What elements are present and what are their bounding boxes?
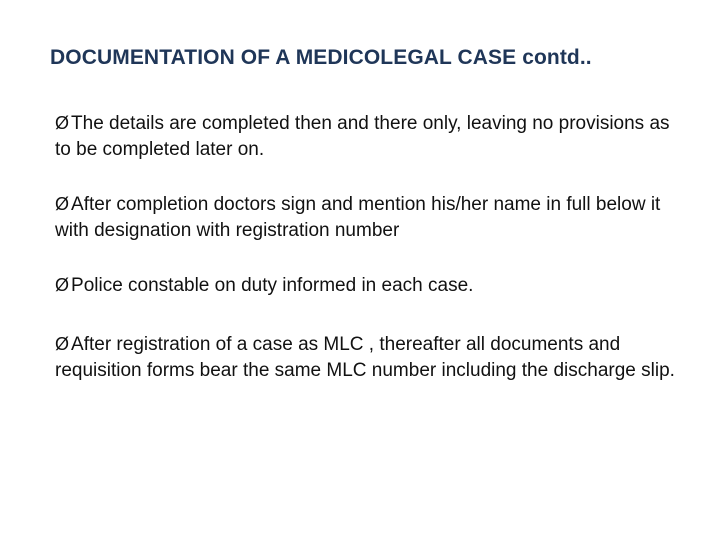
- bullet-item: [55, 110, 685, 163]
- arrow-bullet-icon: Ø: [55, 194, 70, 214]
- bullet-item: [55, 331, 685, 384]
- bullet-text: After registration of a case as MLC , thereafter all documents and requisition forms bear the same MLC number including the discharge slip.: [55, 334, 675, 381]
- bullet-text: The details are completed then and there only, leaving no provisions as to be completed later on.: [55, 113, 670, 160]
- arrow-bullet-icon: Ø: [55, 275, 70, 295]
- bullet-text: Police constable on duty informed in each case.: [71, 275, 474, 296]
- slide-title: DOCUMENTATION OF A MEDICOLEGAL CASE contd..: [50, 46, 592, 69]
- bullet-list: [55, 110, 685, 412]
- bullet-text: After completion doctors sign and mention his/her name in full below it with designation with registration number: [55, 194, 661, 241]
- bullet-item: [55, 272, 685, 299]
- bullet-item: [55, 191, 685, 244]
- arrow-bullet-icon: Ø: [55, 334, 70, 354]
- arrow-bullet-icon: Ø: [55, 113, 70, 133]
